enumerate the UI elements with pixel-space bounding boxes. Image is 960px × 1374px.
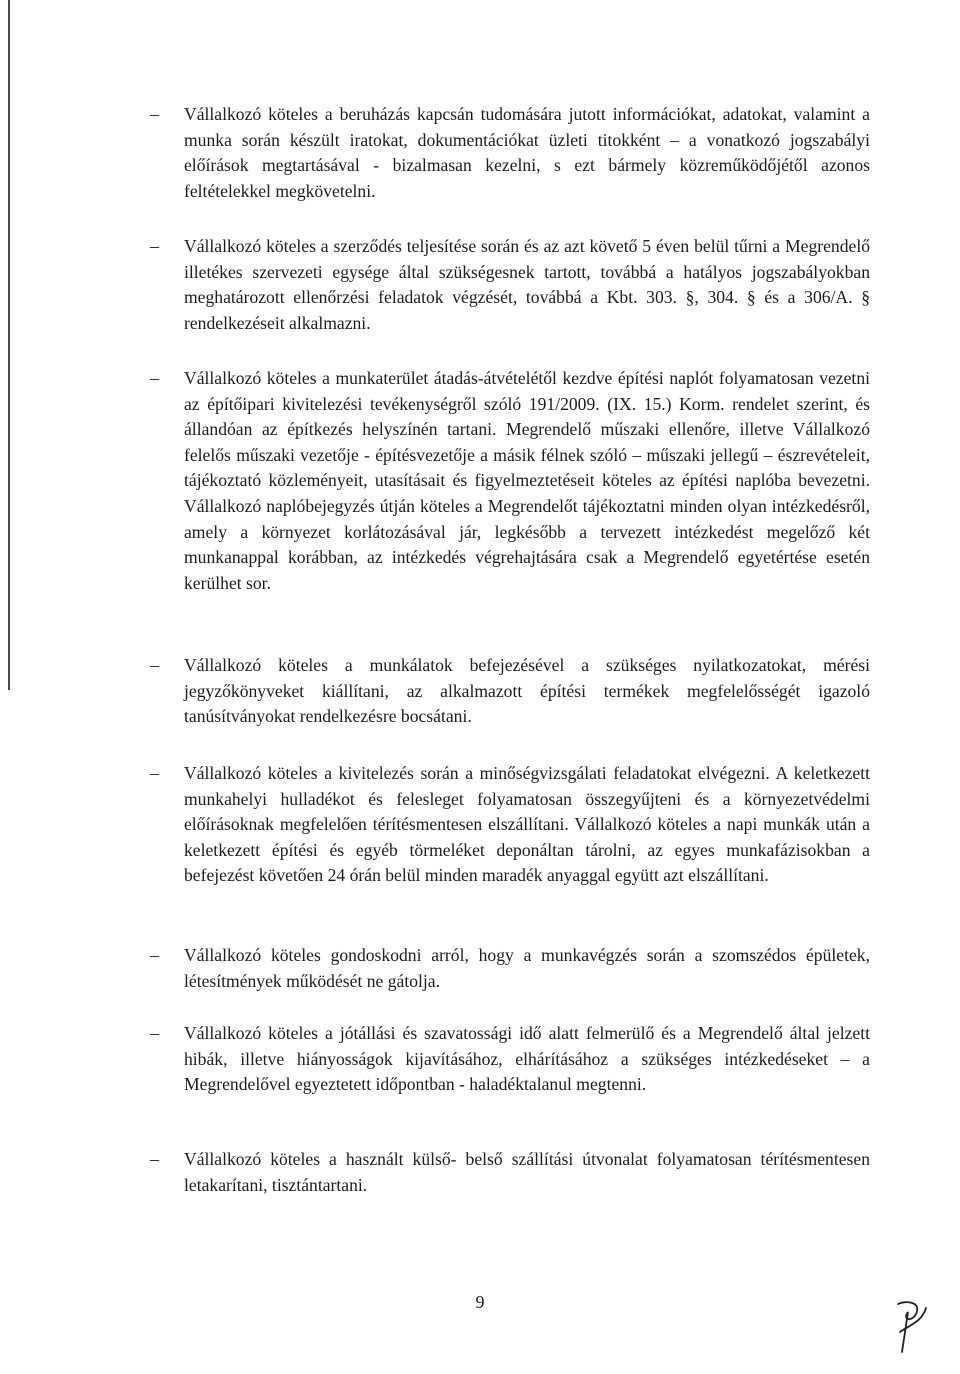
page-number: 9	[475, 1292, 485, 1312]
list-item	[150, 366, 870, 596]
list-dash: –	[150, 104, 159, 124]
list-dash: –	[150, 368, 159, 388]
paragraph: Vállalkozó köteles a szerződés teljesítése során és az azt követő 5 éven belül tűrni a Megrendelő illetékes szervezeti egysége által szükségesnek tartott, továbbá a hatályos jogszabályokban meghatározott ellenőrzési feladatok végzését, továbbá a Kbt. 303. §, 304. § és a 306/A. § rendelkezéseit alkalmazni.	[184, 236, 870, 333]
paragraph: Vállalkozó köteles a munkálatok befejezésével a szükséges nyilatkozatokat, mérési jegyzőkönyveket kiállítani, az alkalmazott építési termékek megfelelősségét igazoló tanúsítványokat rendelkezésre bocsátani.	[184, 655, 870, 727]
list-item	[150, 102, 870, 204]
list-item	[150, 234, 870, 336]
paragraph: Vállalkozó köteles a beruházás kapcsán tudomására jutott információkat, adatokat, valamint a munka során készült iratokat, dokumentációkat üzleti titokként – a vonatkozó jogszabályi előírások megtartásával - bizalmasan kezelni, s ezt bármely közreműködőjétől azonos feltételekkel megkövetelni.	[184, 104, 870, 201]
list-dash: –	[150, 1023, 159, 1043]
paragraph: Vállalkozó köteles gondoskodni arról, hogy a munkavégzés során a szomszédos épületek, létesítmények működését ne gátolja.	[184, 945, 870, 991]
list-item	[150, 1147, 870, 1198]
paragraph: Vállalkozó köteles a használt külső- belső szállítási útvonalat folyamatosan térítésmentesen letakarítani, tisztántartani.	[184, 1149, 870, 1195]
list-dash: –	[150, 1149, 159, 1169]
list-item	[150, 761, 870, 889]
handwritten-initials-icon	[892, 1296, 932, 1356]
list-dash: –	[150, 945, 159, 965]
list-item	[150, 1021, 870, 1098]
paragraph: Vállalkozó köteles a kivitelezés során a minőségvizsgálati feladatokat elvégezni. A keletkezett munkahelyi hulladékot és felesleget folyamatosan összegyűjteni és a környezetvédelmi előírásoknak megfelelően térítésmentesen elszállítani. Vállalkozó köteles a napi munkák után a keletkezett építési és egyéb törmeléket deponáltan tárolni, az egyes munkafázisokban a befejezést követően 24 órán belül minden maradék anyaggal együtt azt elszállítani.	[184, 763, 870, 886]
list-item	[150, 943, 870, 994]
margin-rule	[8, 0, 10, 690]
list-dash: –	[150, 655, 159, 675]
paragraph: Vállalkozó köteles a jótállási és szavatossági idő alatt felmerülő és a Megrendelő által jelzett hibák, illetve hiányosságok kijavításához, elhárításához a szükséges intézkedéseket – a Megrendelővel egyeztetett időpontban - haladéktalanul megtenni.	[184, 1023, 870, 1095]
list-dash: –	[150, 763, 159, 783]
paragraph: Vállalkozó köteles a munkaterület átadás-átvételétől kezdve építési naplót folyamatosan vezetni az építőipari kivitelezési tevékenységről szóló 191/2009. (IX. 15.) Korm. rendelet szerint, és állandóan az építkezés helyszínén tartani. Megrendelő műszaki ellenőre, illetve Vállalkozó felelős műszaki vezetője - építésvezetője a másik félnek szóló – műszaki jellegű – észrevételeit, tájékoztató közleményeit, utasításait és figyelmeztetéseit köteles az építési naplóba bevezetni. Vállalkozó naplóbejegyzés útján köteles a Megrendelőt tájékoztatni minden olyan intézkedésről, amely a környezet korlátozásával jár, legkésőbb a tervezett intézkedést megelőző két munkanappal korábban, az intézkedés végrehajtására csak a Megrendelő egyetértése esetén kerülhet sor.	[184, 368, 870, 593]
list-dash: –	[150, 236, 159, 256]
list-item	[150, 653, 870, 730]
